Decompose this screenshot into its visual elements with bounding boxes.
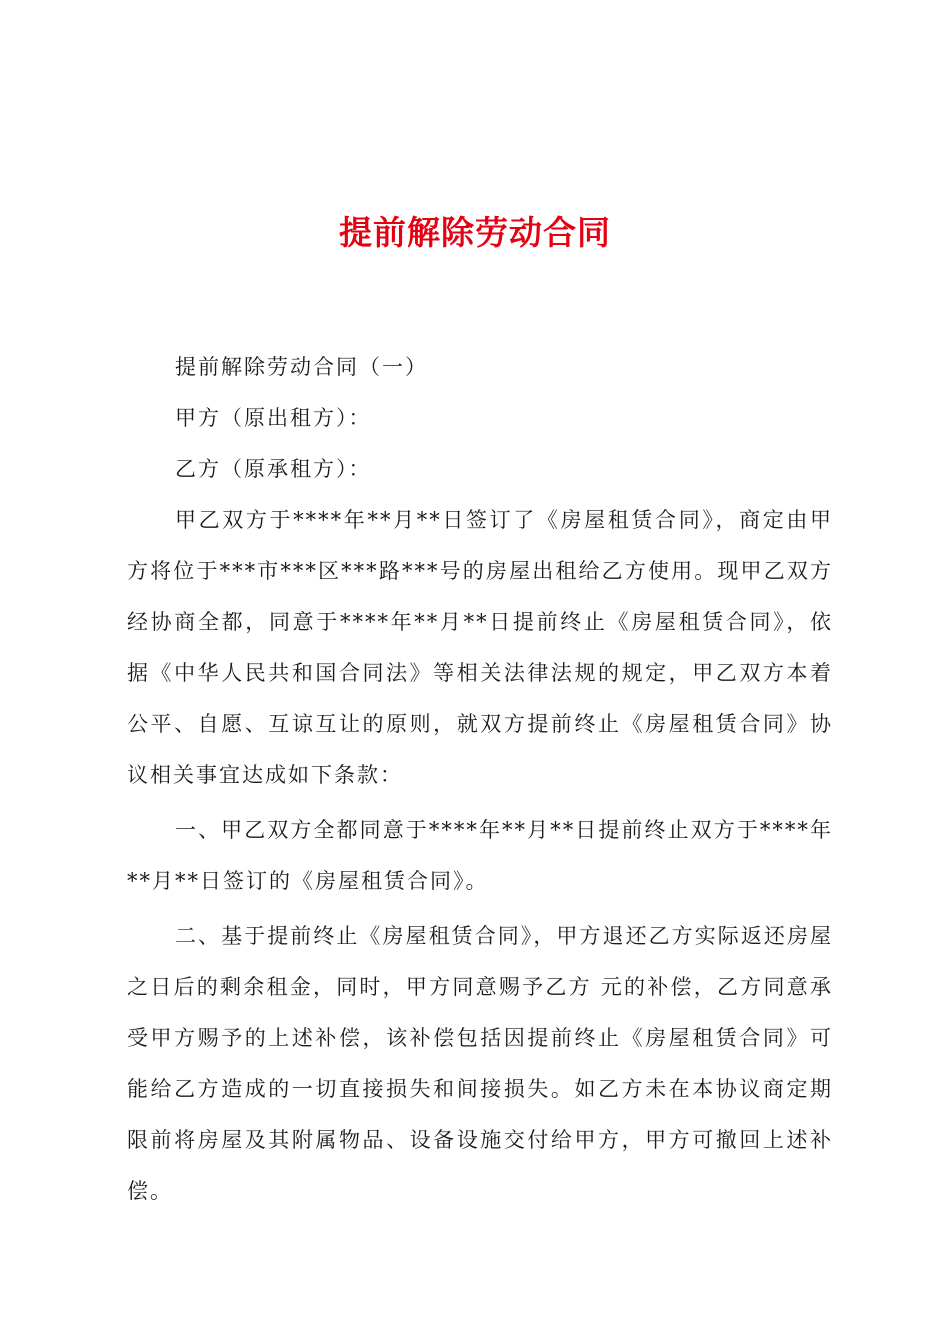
document-body — [127, 342, 833, 1217]
document-title: 提前解除劳动合同 — [339, 213, 611, 252]
paragraph-clause-1: 一、甲乙双方全都同意于****年**月**日提前终止双方于****年**月**日签订的《房屋租赁合同》。 — [127, 818, 833, 893]
paragraph-subtitle: 提前解除劳动合同（一） — [175, 355, 428, 379]
paragraph-party-b: 乙方（原承租方）： — [175, 457, 372, 481]
paragraph-party-a: 甲方（原出租方）： — [175, 406, 372, 430]
paragraph-clause-2: 二、基于提前终止《房屋租赁合同》，甲方退还乙方实际返还房屋之日后的剩余租金，同时，甲方同意赐予乙方 元的补偿，乙方同意承受甲方赐予的上述补偿，该补偿包括因提前终止《房屋租赁合同》可能给乙方造成的一切直接损失和间接损失。如乙方未在本协议商定期限前将房屋及其附属物品、设备设施交付给甲方，甲方可撤回上述补偿。 — [127, 924, 833, 1203]
paragraph-preamble: 甲乙双方于****年**月**日签订了《房屋租赁合同》，商定由甲方将位于***市***区***路***号的房屋出租给乙方使用。现甲乙双方经协商全都，同意于****年**月**日提前终止《房屋租赁合同》，依据《中华人民共和国合同法》等相关法律法规的规定，甲乙双方本着公平、自愿、互谅互让的原则，就双方提前终止《房屋租赁合同》协议相关事宜达成如下条款： — [127, 508, 833, 787]
